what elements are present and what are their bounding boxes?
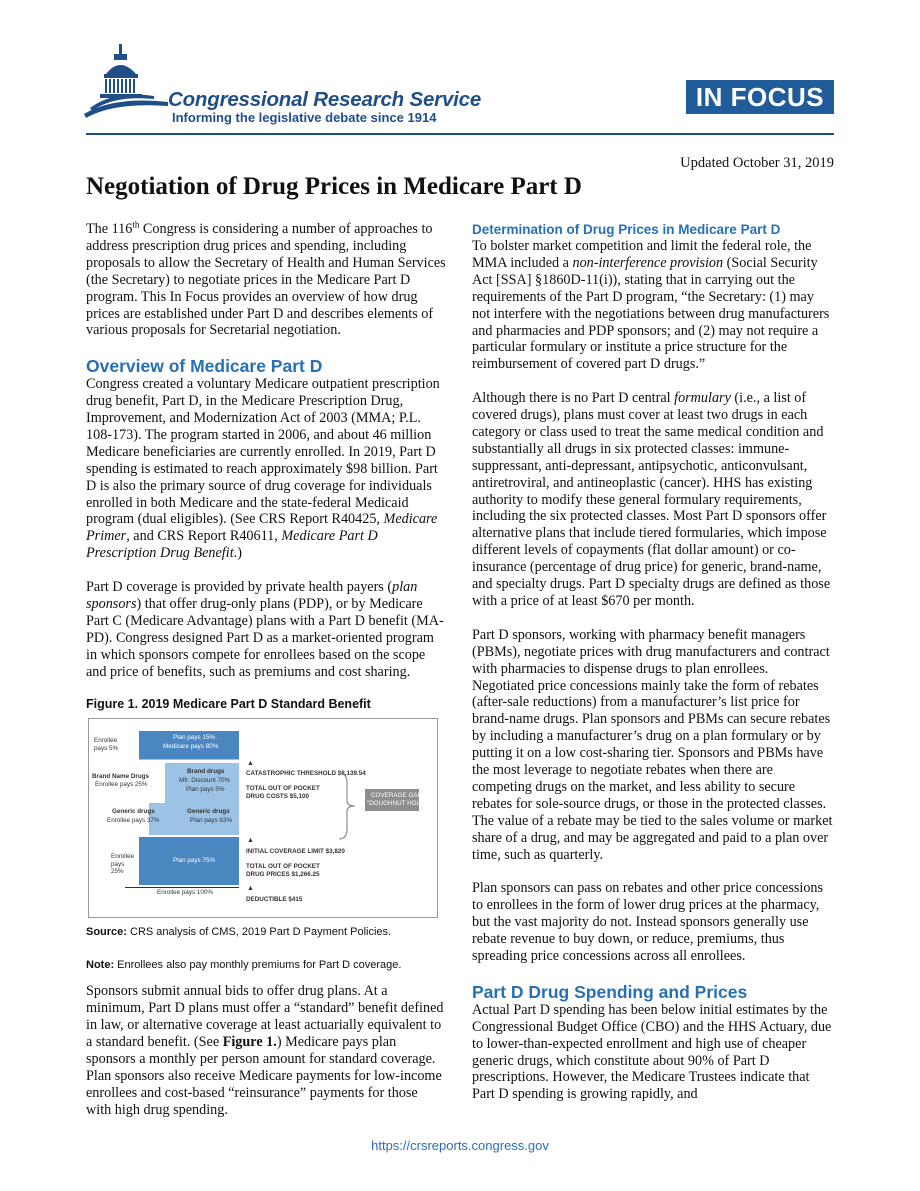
- fig-r3-block-plan: Plan pays 63%: [190, 817, 233, 825]
- overview-paragraph-1: Congress created a voluntary Medicare outpatient prescription drug benefit, Part D, in the Medicare Prescription Drug, Improvement, and Modernization Act of 2003 (MMA; P.L. 108-173). The program started in 2006, and about 46 million Medicare beneficiaries are currently enrolled. In 2019, Part D spending is estimated to reach approximately $98 billion. Part D is also the primary source of drug coverage for individuals enrolled in both Medicare and the state-federal Medicaid program (dual eligibles). (See CRS Report R40425, Medicare Primer, and CRS Report R40611, Medicare Part D Prescription Drug Benefit.): [86, 376, 440, 562]
- determination-paragraph-1: To bolster market competition and limit the federal role, the MMA included a non-interference provision (Social Security Act [SSA] §1860D-11(i)), stating that in carrying out the requirements of the Part D program, “the Secretary: (1) may not interfere with the negotiations between drug manufacturers and pharmacies and PDP sponsors; and (2) may not require a particular formulary or institute a price structure for the reimbursement of covered part D drugs.”: [472, 238, 830, 373]
- fig-r3-generic-label: Generic drugs: [112, 808, 155, 816]
- figure-source: Source: CRS analysis of CMS, 2019 Part D Payment Policies.: [86, 926, 392, 939]
- figure-note: Note: Enrollees also pay monthly premiums for Part D coverage.: [86, 959, 402, 972]
- overview-heading: Overview of Medicare Part D: [86, 356, 323, 377]
- fig-oop-total-1a: TOTAL OUT OF POCKET: [246, 785, 320, 793]
- fig-r2-brand-pay: Enrollee pays 25%: [95, 781, 148, 789]
- determination-heading: Determination of Drug Prices in Medicare Part D: [472, 222, 781, 237]
- org-tagline: Informing the legislative debate since 1914: [172, 110, 437, 125]
- fig-cat-threshold: CATASTROPHIC THRESHOLD $8,139.54: [246, 770, 366, 778]
- determination-paragraph-3: Part D sponsors, working with pharmacy benefit managers (PBMs), negotiate prices with drug manufacturers and contract with pharmacies to dispense drugs to plan enrollees. Negotiated price concessions mainly take the form of rebates (after-sale reductions) from a manufacturer’s list price for brand-name drugs. Plan sponsors and PBMs can secure rebates by including a manufacturer’s drug on a plan formulary or by putting it on a low cost-sharing tier. Sponsors and PBMs have the most leverage to negotiate rebates when there are competing drugs on the market, and less ability to secure rebates for sole-source drugs, or those in the protected classes. The value of a rebate may be tied to the sales volume or market share of a drug, and may be aggregated and paid to a plan over time, such as quarterly.: [472, 626, 833, 863]
- header-rule: [86, 133, 834, 135]
- org-name: Congressional Research Service: [168, 88, 482, 111]
- benefit-figure: [88, 718, 438, 918]
- fig-brace: [337, 771, 359, 841]
- bids-paragraph: Sponsors submit annual bids to offer drug plans. At a minimum, Part D plans must offer a “standard” benefit defined in law, or alternative coverage at least actuarially equivalent to a standard benefit. (See Figure 1.) Medicare pays plan sponsors a monthly per person amount for standard coverage. Plan sponsors also receive Medicare payments for low-income enrollees and cost-based “reinsurance” payments for those with high drug spending.: [86, 983, 444, 1118]
- fig-r2-block-title: Brand drugs: [187, 768, 225, 776]
- fig-oop-total-2b: DRUG PRICES $1,266.25: [246, 871, 320, 879]
- fig-r3-generic-pay: Enrollee pays 37%: [107, 817, 160, 825]
- left-column: [86, 221, 446, 1135]
- fig-r3-block-title: Generic drugs: [187, 808, 230, 816]
- fig-arrow-3: ▲: [247, 885, 254, 893]
- fig-deductible: DEDUCTIBLE $415: [246, 896, 303, 904]
- right-column: [472, 221, 834, 1120]
- fig-r1-enrollee: Enrollee pays 5%: [94, 737, 119, 752]
- fig-arrow-1: ▲: [247, 760, 254, 768]
- fig-init-limit: INITIAL COVERAGE LIMIT $3,820: [246, 848, 345, 856]
- capitol-dome-logo: [84, 44, 170, 124]
- page-title: Negotiation of Drug Prices in Medicare Part D: [86, 173, 582, 200]
- spending-heading: Part D Drug Spending and Prices: [472, 981, 748, 1002]
- fig-r1-medicare: Medicare pays 80%: [163, 743, 219, 751]
- fig-gap-label-2: “DOUGHNUT HOLE”: [367, 800, 427, 808]
- in-focus-badge: IN FOCUS: [686, 80, 834, 114]
- intro-paragraph: The 116th Congress is considering a number of approaches to address prescription drug prices and spending, including proposals to allow the Secretary of Health and Human Services (the Secretary) to negotiate prices in the Medicare Part D program. This In Focus provides an overview of how drug prices are established under Part D and describes elements of various proposals for Secretarial negotiation.: [86, 219, 446, 339]
- fig-oop-total-1b: DRUG COSTS $5,100: [246, 793, 309, 801]
- fig-r4-plan: Plan pays 75%: [173, 857, 216, 865]
- footer-url-link[interactable]: https://crsreports.congress.gov: [371, 1138, 549, 1153]
- fig-r4-enrollee: Enrollee pays 25%: [111, 853, 135, 876]
- fig-oop-total-2a: TOTAL OUT OF POCKET: [246, 863, 320, 871]
- determination-paragraph-4: Plan sponsors can pass on rebates and other price concessions to enrollees in the form of lower drug prices at the pharmacy, but the vast majority do not. Instead sponsors generally use rebate revenue to buy down, or reduce, premiums, thus spreading price concessions across all enrollees.: [472, 880, 824, 965]
- spending-paragraph-1: Actual Part D spending has been below initial estimates by the Congressional Budget Office (CBO) and the HHS Actuary, due to lower-than-expected enrollment and high use of cheaper generic drugs, which constitute about 90% of Part D prescriptions. However, the Medicare Trustees indicate that Part D spending is growing rapidly, and: [472, 1001, 832, 1103]
- updated-date: Updated October 31, 2019: [680, 155, 834, 171]
- overview-paragraph-2: Part D coverage is provided by private health payers (plan sponsors) that offer drug-only plans (PDP), or by Medicare Part C (Medicare Advantage) plans with a Part D benefit (MA-PD). Congress designed Part D as a market-oriented program in which sponsors compete for enrollees based on the scope and price of benefits, such as premiums and cost sharing.: [86, 579, 444, 680]
- fig-r1-plan: Plan pays 15%: [173, 734, 216, 742]
- determination-paragraph-2: Although there is no Part D central formulary (i.e., a list of covered drugs), plans must cover at least two drugs in each category or class used to treat the same medical condition and substantially all drugs in six protected classes: immune-suppressant, anti-depressant, antipsychotic, anticonvulsant, antiretroviral, and antineoplastic (cancer). HHS has existing authority to modify these general formulary requirements, including the six protected classes. Most Part D sponsors offer alternative plans that include tiered formularies, which impose different levels of copayments (flat dollar amount) or co-insurance (percentage of drug price) for generic, brand-name, and specialty drugs. Part D specialty drugs are defined as those with a price of at least $670 per month.: [472, 390, 831, 610]
- figure-title: Figure 1. 2019 Medicare Part D Standard Benefit: [86, 697, 371, 712]
- fig-gap-label-1: COVERAGE GAP: [371, 792, 422, 800]
- fig-r5-line: [125, 887, 239, 888]
- fig-r1-divider: [139, 759, 239, 760]
- fig-r2-block-plan: Plan pays 5%: [186, 786, 225, 794]
- fig-r2-brand-label: Brand Name Drugs: [92, 773, 150, 781]
- fig-arrow-2: ▲: [247, 837, 254, 845]
- fig-r2-block-disc: Mfr. Discount 70%: [179, 777, 231, 785]
- fig-r5-enrollee: Enrollee pays 100%: [157, 889, 214, 897]
